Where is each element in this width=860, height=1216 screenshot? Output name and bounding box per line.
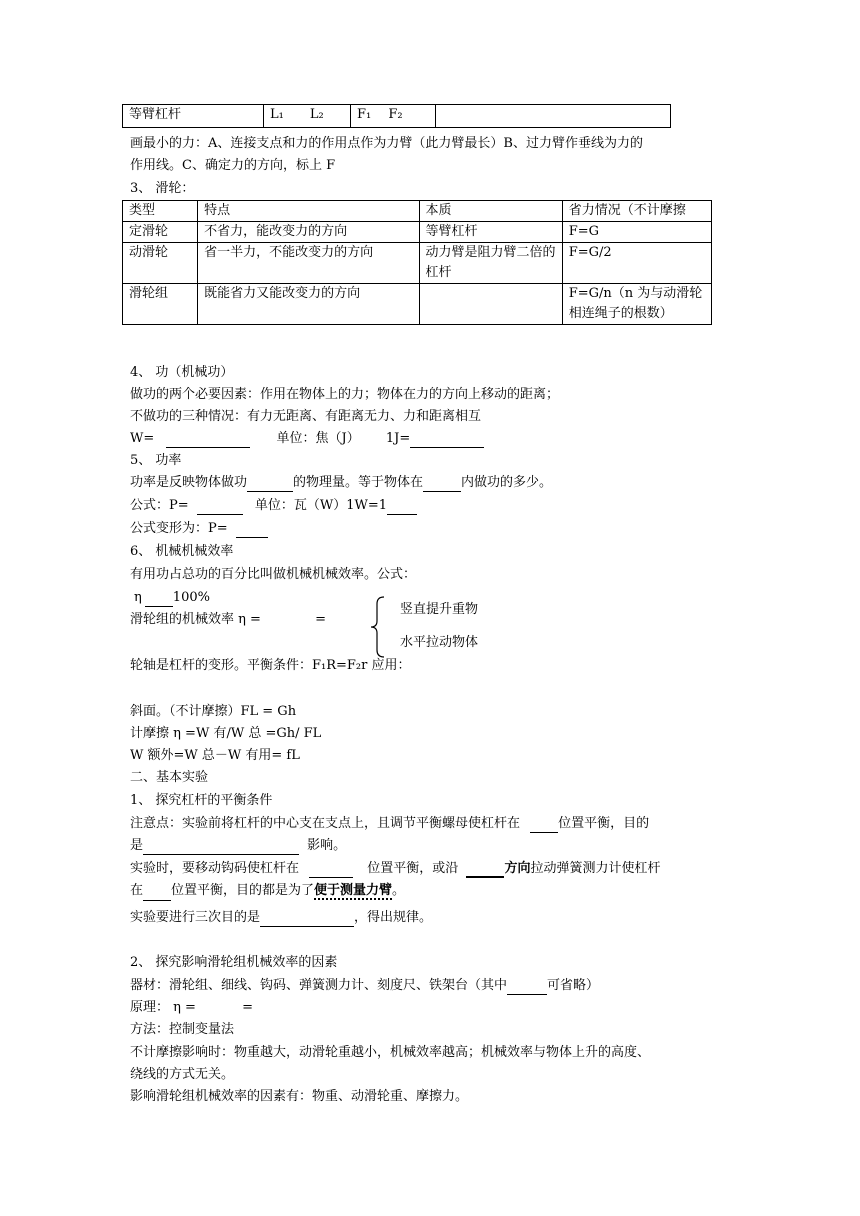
exp2-text-b: 可省略）: [547, 978, 600, 993]
brace-bottom-label: 水平拉动物体: [400, 635, 479, 650]
experiment-1-line-5: [130, 909, 432, 927]
exp1-text-f: 位置平衡，或沿: [367, 861, 459, 876]
work-formula-blank[interactable]: [166, 433, 250, 448]
percent-label: 100%: [172, 590, 210, 605]
experiment-2-line-2: [130, 999, 253, 1017]
experiment-1-line-3: [130, 860, 660, 878]
experiment-2-heading: 2、 探究影响滑轮组机械效率的因素: [130, 955, 338, 970]
exp1-text-g: 方向: [504, 861, 531, 876]
exp1-text-l: 。: [392, 883, 406, 898]
table-row: [123, 284, 712, 325]
experiment-2-line-1: [130, 977, 599, 995]
header-force: 省力情况（不计摩擦: [562, 201, 711, 222]
eta-blank[interactable]: [145, 592, 173, 607]
exp1-text-e: 实验时，要移动钩码使杠杆在: [130, 861, 300, 876]
min-force-line-1: 画最小的力：A、连接支点和力的作用点作为力臂（此力臂最长）B、过力臂作垂线为力的: [130, 136, 643, 151]
exp2-equals-sign: =: [242, 1000, 253, 1015]
wheel-axle-line: 轮轴是杠杆的变形。平衡条件：F₁R=F₂r 应用：: [130, 658, 411, 673]
cell: 定滑轮: [123, 222, 198, 243]
header-feature: 特点: [198, 201, 419, 222]
power-heading: 5、 功率: [130, 453, 182, 468]
exp1-blank-1[interactable]: [530, 818, 558, 833]
joule-blank[interactable]: [410, 433, 484, 448]
cell: 不省力，能改变力的方向: [198, 222, 419, 243]
cell: [419, 284, 562, 325]
efficiency-heading: 6、 机械机械效率: [130, 544, 234, 559]
power-blank-2[interactable]: [423, 477, 461, 492]
equals-sign: =: [315, 612, 326, 627]
exp1-blank-2[interactable]: [143, 840, 299, 855]
power-text-b: 的物理量。等于物体在: [293, 475, 424, 490]
brace-icon: [370, 596, 386, 658]
exp1-text-c: 是: [130, 838, 144, 853]
work-unit-label: 单位：焦（J）: [276, 431, 360, 446]
exp1-blank-6[interactable]: [260, 912, 354, 927]
experiment-heading: 二、基本实验: [130, 770, 209, 785]
cell: 滑轮组: [123, 284, 198, 325]
exp2-principle-label: 原理： η =: [130, 1000, 196, 1015]
exp1-text-n: ，得出规律。: [354, 910, 433, 925]
application-cell: [436, 105, 671, 128]
header-type: 类型: [123, 201, 198, 222]
exp2-blank-1[interactable]: [507, 980, 547, 995]
experiment-2-line-6: 影响滑轮组机械效率的因素有：物重、动滑轮重、摩擦力。: [130, 1089, 469, 1104]
table-row: [123, 243, 712, 284]
experiment-1-line-1: [130, 815, 649, 833]
work-formula-label: W=: [130, 431, 155, 446]
watt-blank[interactable]: [387, 500, 417, 515]
power-formula-label: 公式：P=: [130, 498, 189, 513]
exp1-blank-5[interactable]: [143, 886, 171, 901]
incline-line-1: 斜面。（不计摩擦）FL = Gh: [130, 704, 297, 719]
incline-line-3: W 额外=W 总－W 有用= fL: [130, 748, 300, 763]
cell: 既能省力又能改变力的方向: [198, 284, 419, 325]
exp1-text-d: 影响。: [307, 838, 347, 853]
experiment-1-line-4: [130, 882, 405, 901]
power-line-1: [130, 474, 552, 492]
exp2-text-a: 器材：滑轮组、细线、钩码、弹簧测力计、刻度尺、铁架台（其中: [130, 978, 508, 993]
cell: 省一半力，不能改变力的方向: [198, 243, 419, 284]
power-text-a: 功率是反映物体做功: [130, 475, 248, 490]
table-header-row: [123, 201, 712, 222]
lever-type-cell: 等臂杠杆: [123, 105, 264, 128]
experiment-1-heading: 1、 探究杠杆的平衡条件: [130, 793, 273, 808]
exp1-text-m: 实验要进行三次目的是: [130, 910, 261, 925]
cell: F=G/n（n 为与动滑轮相连绳子的根数）: [562, 284, 711, 325]
work-line-3: [130, 430, 484, 448]
exp1-text-h: 拉动弹簧测力计使杠杆: [530, 861, 661, 876]
experiment-2-line-3: 方法：控制变量法: [130, 1022, 235, 1037]
exp1-text-i: 在: [130, 883, 144, 898]
power-variant-label: 公式变形为：P=: [130, 521, 228, 536]
power-line-2: [130, 497, 417, 515]
efficiency-line-2: [130, 589, 210, 607]
experiment-2-line-5: 绕线的方式无关。: [130, 1067, 235, 1082]
cell: F=G/2: [562, 243, 711, 284]
pulley-table: [122, 200, 712, 325]
exp1-text-j: 位置平衡，目的都是为了: [171, 883, 315, 898]
power-line-3: [130, 520, 268, 538]
cell: 等臂杠杆: [419, 222, 562, 243]
pulley-heading: 3、 滑轮：: [130, 181, 195, 196]
work-line-2: 不做功的三种情况：有力无距离、有距离无力、力和距离相互: [130, 409, 482, 424]
efficiency-line-1: 有用功占总功的百分比叫做机械机械效率。公式：: [130, 567, 417, 582]
exp1-text-b: 位置平衡，目的: [558, 816, 650, 831]
work-line-1: 做功的两个必要因素：作用在物体上的力；物体在力的方向上移动的距离；: [130, 387, 560, 402]
power-formula-blank[interactable]: [197, 500, 243, 515]
joule-label: 1J=: [385, 431, 411, 446]
lever-table-fragment: [122, 104, 671, 128]
power-text-c: 内做功的多少。: [461, 475, 553, 490]
efficiency-line-3: [130, 611, 326, 629]
cell: F=G: [562, 222, 711, 243]
table-row: [123, 222, 712, 243]
brace-top-label: 竖直提升重物: [400, 602, 479, 617]
power-unit-label: 单位：瓦（W）1W=1: [254, 498, 388, 513]
header-essence: 本质: [419, 201, 562, 222]
eta-symbol: η: [134, 590, 142, 605]
pulley-eff-label: 滑轮组的机械效率 η =: [130, 612, 261, 627]
incline-line-2: 计摩擦 η =W 有/W 总 =Gh/ FL: [130, 726, 322, 741]
exp1-text-a: 注意点：实验前将杠杆的中心支在支点上，且调节平衡螺母使杠杆在: [130, 816, 521, 831]
cell: 动滑轮: [123, 243, 198, 284]
experiment-1-line-2: [130, 837, 346, 855]
force-cell: F₁ F₂: [351, 105, 436, 128]
min-force-line-2: 作用线。C、确定力的方向，标上 F: [130, 158, 336, 173]
power-blank-1[interactable]: [247, 477, 293, 492]
work-heading: 4、 功（机械功）: [130, 365, 234, 380]
arm-cell: L₁ L₂: [264, 105, 351, 128]
exp1-text-k: 便于测量力臂: [314, 883, 393, 898]
exp1-blank-3[interactable]: [309, 863, 353, 878]
experiment-2-line-4: 不计摩擦影响时：物重越大，动滑轮重越小，机械效率越高；机械效率与物体上升的高度、: [130, 1045, 651, 1060]
exp1-blank-4[interactable]: [466, 862, 504, 878]
cell: 动力臂是阻力臂二倍的杠杆: [419, 243, 562, 284]
power-variant-blank[interactable]: [236, 523, 268, 538]
